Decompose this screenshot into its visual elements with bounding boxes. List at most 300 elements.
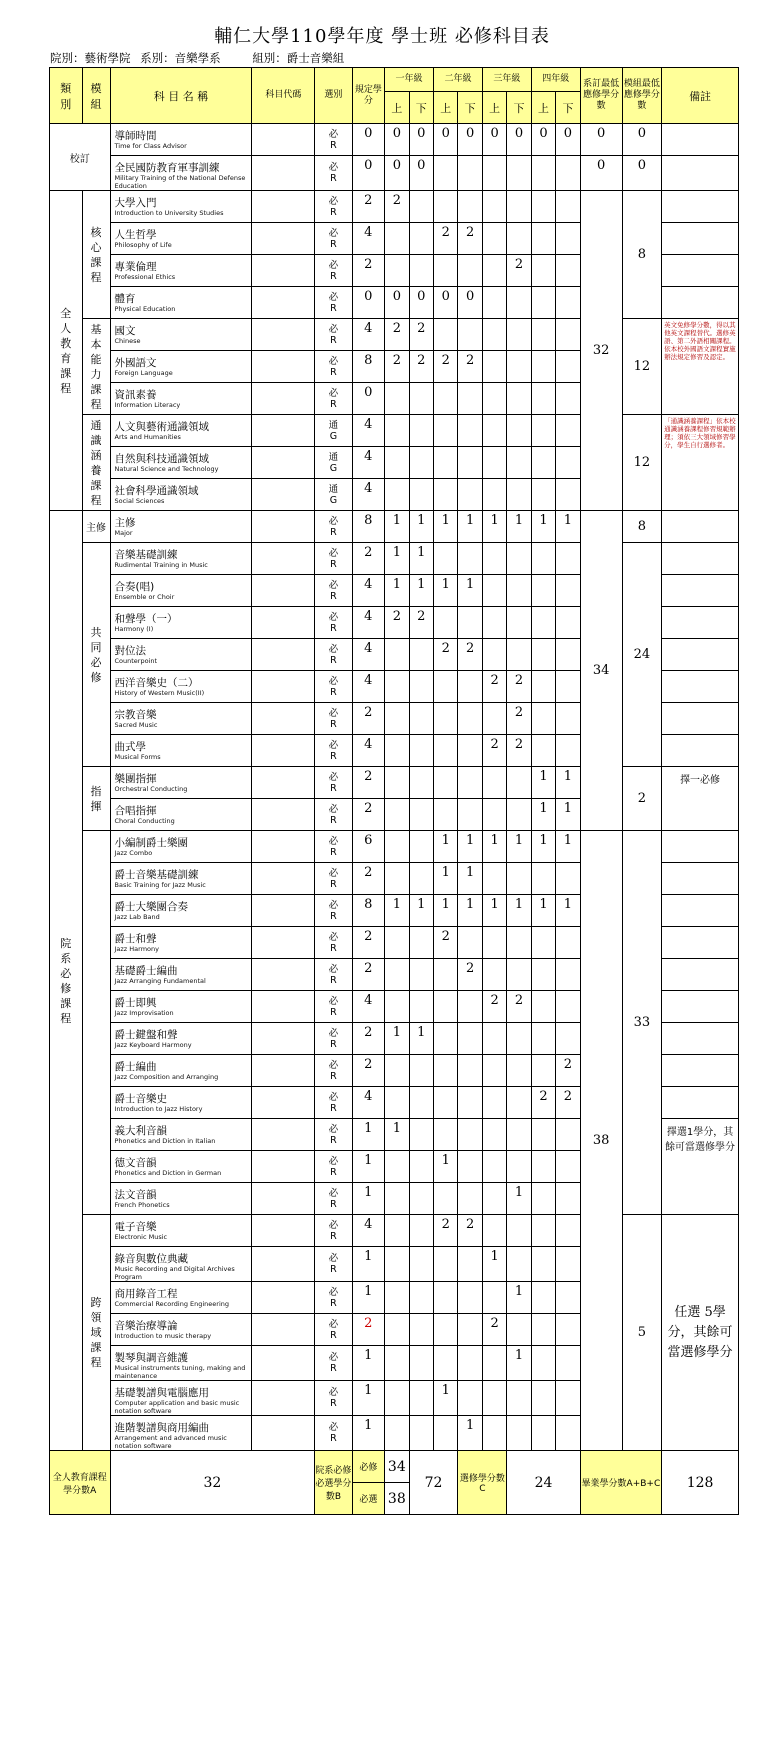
header-sem-1: 上 [482,92,506,124]
group-school: 校訂 [50,124,111,191]
semester-cell [458,1282,482,1314]
semester-cell: 1 [531,767,555,799]
credits-cell: 2 [352,863,385,895]
course-name-zh: 爵士大樂團合奏 [114,901,188,913]
semester-cell [531,639,555,671]
course-code-cell [252,863,315,895]
credits-cell: 1 [352,1247,385,1282]
semester-cell [531,1215,555,1247]
header-year-3: 三年級 [482,68,531,92]
course-name-zh: 德文音韻 [114,1157,157,1169]
course-name-zh: 製琴與調音維護 [114,1352,188,1364]
course-name-cell [110,383,252,415]
semester-cell [556,671,580,703]
semester-cell [531,1346,555,1381]
semester-cell [482,1183,506,1215]
semester-cell [556,1023,580,1055]
semester-cell [482,1055,506,1087]
course-name-zh: 合奏(唱) [114,581,155,593]
course-name-zh: 商用錄音工程 [114,1288,178,1300]
semester-cell [434,447,458,479]
semester-cell [507,575,531,607]
course-name-en: Jazz Arranging Fundamental [114,977,206,985]
remark-cell [662,543,739,575]
course-name-en: French Phonetics [114,1201,170,1209]
semester-cell [556,479,580,511]
semester-cell: 2 [482,671,506,703]
credits-cell: 1 [352,1183,385,1215]
course-name-cell [110,863,252,895]
module-min-value: 0 [622,124,662,156]
semester-cell [385,799,409,831]
semester-cell: 0 [409,287,433,319]
course-name-cell [110,156,252,191]
semester-cell [458,1119,482,1151]
semester-cell [482,1416,506,1451]
semester-cell: 0 [507,124,531,156]
credits-cell: 4 [352,447,385,479]
semester-cell: 2 [507,255,531,287]
select-cell: 必 R [315,1381,352,1416]
semester-cell: 1 [507,895,531,927]
semester-cell [507,863,531,895]
semester-cell: 1 [458,863,482,895]
course-name-en: Harmony (I) [114,625,154,633]
header-module-min: 模組最低應修學分數 [622,68,662,124]
remark-cell [662,124,739,156]
semester-cell [409,863,433,895]
credits-cell: 0 [352,383,385,415]
semester-cell [482,1087,506,1119]
remark-cell [662,1055,739,1087]
semester-cell: 1 [482,895,506,927]
course-name-en: Phonetics and Diction in Italian [114,1137,216,1145]
course-name-cell [110,1282,252,1314]
course-name-zh: 資訊素養 [114,389,157,401]
course-code-cell [252,895,315,927]
semester-cell [507,351,531,383]
course-name-cell [110,287,252,319]
remark-cell [662,1087,739,1119]
table-row [50,124,739,156]
course-name-zh: 爵士鍵盤和聲 [114,1029,178,1041]
header-sem-2: 下 [458,92,482,124]
semester-cell [531,1416,555,1451]
semester-cell [556,255,580,287]
semester-cell [385,1416,409,1451]
semester-cell [482,191,506,223]
course-name-cell [110,1087,252,1119]
semester-cell [507,383,531,415]
semester-cell: 2 [434,223,458,255]
select-cell: 必 R [315,156,352,191]
credits-cell: 0 [352,124,385,156]
semester-cell [409,1416,433,1451]
course-name-zh: 自然與科技通識領域 [114,453,209,465]
select-cell: 通 G [315,447,352,479]
semester-cell [531,575,555,607]
semester-cell [458,703,482,735]
semester-cell [409,415,433,447]
remark-conduct: 擇一必修 [662,767,739,831]
select-cell: 必 R [315,1183,352,1215]
semester-cell [385,927,409,959]
credits-cell: 8 [352,895,385,927]
semester-cell: 2 [507,671,531,703]
course-name-en: Jazz Composition and Arranging [114,1073,219,1081]
semester-cell [409,1346,433,1381]
semester-cell: 2 [385,191,409,223]
semester-cell [556,1247,580,1282]
semester-cell [556,223,580,255]
semester-cell [531,927,555,959]
course-name-en: Musical instruments tuning, making and maintenance [114,1364,246,1380]
credits-cell: 2 [352,1314,385,1346]
remark-cell [662,1023,739,1055]
semester-cell: 1 [409,1023,433,1055]
semester-cell [482,575,506,607]
select-cell: 必 R [315,1346,352,1381]
semester-cell: 2 [434,1215,458,1247]
course-code-cell [252,287,315,319]
credits-cell: 6 [352,831,385,863]
footer-required-label: 必修 [352,1451,385,1483]
semester-cell [482,223,506,255]
semester-cell [409,959,433,991]
course-name-zh: 爵士和聲 [114,933,157,945]
select-cell: 必 R [315,1119,352,1151]
semester-cell [507,319,531,351]
semester-cell [507,1215,531,1247]
semester-cell: 1 [434,575,458,607]
semester-cell: 1 [507,1183,531,1215]
semester-cell [556,543,580,575]
course-code-cell [252,767,315,799]
semester-cell: 1 [458,575,482,607]
dept-min-value: 32 [580,191,622,511]
course-name-zh: 對位法 [114,645,146,657]
header-course-name: 科 目 名 稱 [110,68,252,124]
semester-cell [482,1151,506,1183]
module-min-value: 5 [622,1215,662,1451]
select-cell: 必 R [315,1282,352,1314]
semester-cell [385,1282,409,1314]
semester-cell: 1 [556,767,580,799]
semester-cell [482,1282,506,1314]
course-name-en: Jazz Lab Band [114,913,160,921]
footer-elective-label: 選修學分數C [458,1451,507,1515]
curriculum-table [49,67,739,1515]
semester-cell: 1 [385,1023,409,1055]
semester-cell: 1 [434,1381,458,1416]
semester-cell [385,1087,409,1119]
course-name-cell [110,319,252,351]
semester-cell [385,959,409,991]
course-name-en: Phonetics and Diction in German [114,1169,222,1177]
course-name-en: Counterpoint [114,657,158,665]
semester-cell [409,991,433,1023]
remark-cell [662,703,739,735]
course-code-cell [252,124,315,156]
module-min-value: 8 [622,511,662,543]
course-code-cell [252,575,315,607]
semester-cell [434,671,458,703]
semester-cell [482,255,506,287]
semester-cell [531,191,555,223]
credits-cell: 0 [352,156,385,191]
course-code-cell [252,927,315,959]
select-cell: 必 R [315,1416,352,1451]
semester-cell [385,1346,409,1381]
group-dept-required: 院 系 必 修 課 程 [50,511,83,1451]
semester-cell [385,831,409,863]
semester-cell [458,383,482,415]
footer-general-label: 全人教育課程學分數A [50,1451,111,1515]
course-code-cell [252,255,315,287]
course-code-cell [252,703,315,735]
semester-cell: 1 [385,1119,409,1151]
semester-cell [434,191,458,223]
semester-cell [507,287,531,319]
semester-cell: 0 [385,287,409,319]
semester-cell [531,383,555,415]
credits-cell: 2 [352,767,385,799]
semester-cell: 2 [434,351,458,383]
semester-cell [385,223,409,255]
course-name-zh: 西洋音樂史（二） [114,677,199,689]
semester-cell [556,927,580,959]
semester-cell: 1 [434,511,458,543]
course-name-en: Arts and Humanities [114,433,181,441]
semester-cell [531,607,555,639]
course-name-cell [110,1151,252,1183]
course-code-cell [252,1381,315,1416]
header-sem-2: 下 [507,92,531,124]
module-min-value: 12 [622,415,662,511]
semester-cell: 1 [385,543,409,575]
semester-cell [507,1023,531,1055]
semester-cell [531,1151,555,1183]
course-name-cell [110,991,252,1023]
course-name-zh: 全民國防教育軍事訓練 [114,162,220,174]
course-code-cell [252,1416,315,1451]
semester-cell [409,479,433,511]
footer-grad-label: 畢業學分數A+B+C [580,1451,661,1515]
credits-cell: 2 [352,927,385,959]
footer-selected-label: 必選 [352,1483,385,1515]
credits-cell: 1 [352,1282,385,1314]
semester-cell [556,287,580,319]
semester-cell [482,415,506,447]
course-name-en: Musical Forms [114,753,161,761]
course-code-cell [252,1183,315,1215]
credits-cell: 2 [352,1023,385,1055]
module-min-value: 0 [622,156,662,191]
semester-cell [409,223,433,255]
semester-cell [385,767,409,799]
course-name-en: Jazz Combo [114,849,153,857]
info-bar [50,50,750,66]
course-code-cell [252,1314,315,1346]
semester-cell [409,447,433,479]
semester-cell [507,1119,531,1151]
semester-cell [507,479,531,511]
module-min-value: 33 [622,831,662,1215]
semester-cell [385,383,409,415]
select-cell: 必 R [315,319,352,351]
semester-cell [482,1119,506,1151]
semester-cell [556,383,580,415]
semester-cell [507,156,531,191]
semester-cell [507,191,531,223]
semester-cell [507,447,531,479]
course-name-cell [110,415,252,447]
header-category: 類 別 [50,68,83,124]
semester-cell [556,639,580,671]
group-core: 核 心 課 程 [82,191,110,319]
semester-cell [458,767,482,799]
semester-cell [409,927,433,959]
semester-cell [507,1151,531,1183]
semester-cell [507,607,531,639]
semester-cell [482,543,506,575]
course-name-cell [110,767,252,799]
semester-cell [458,735,482,767]
semester-cell [482,447,506,479]
course-name-zh: 小編制爵士樂團 [114,837,188,849]
course-name-cell [110,607,252,639]
semester-cell: 2 [556,1087,580,1119]
group-conduct: 指 揮 [82,767,110,831]
semester-cell [556,1119,580,1151]
course-name-en: Choral Conducting [114,817,175,825]
semester-cell [556,575,580,607]
semester-cell [409,1314,433,1346]
select-cell: 必 R [315,959,352,991]
semester-cell [556,607,580,639]
semester-cell [531,1314,555,1346]
group-jazz [82,831,110,1215]
semester-cell: 0 [434,287,458,319]
page-title: 輔仁大學110學年度 學士班 必修科目表 [214,26,550,47]
course-code-cell [252,799,315,831]
course-name-zh: 體育 [114,293,136,305]
semester-cell [409,1151,433,1183]
group-liberal: 通 識 涵 養 課 程 [82,415,110,511]
semester-cell: 1 [507,511,531,543]
credits-cell: 2 [352,255,385,287]
remark-cell [662,927,739,959]
semester-cell [385,639,409,671]
course-code-cell [252,511,315,543]
semester-cell [385,1314,409,1346]
course-code-cell [252,479,315,511]
remark-cell [662,511,739,543]
header-row [50,68,739,92]
semester-cell [482,767,506,799]
semester-cell: 1 [556,831,580,863]
semester-cell [531,447,555,479]
course-name-cell [110,703,252,735]
course-code-cell [252,1282,315,1314]
semester-cell [531,223,555,255]
semester-cell [531,479,555,511]
group-basic: 基 本 能 力 課 程 [82,319,110,415]
semester-cell [507,927,531,959]
semester-cell [434,156,458,191]
remark-cell [662,191,739,223]
semester-cell: 2 [482,735,506,767]
course-code-cell [252,447,315,479]
course-name-en: Professional Ethics [114,273,176,281]
semester-cell [385,863,409,895]
credits-cell: 1 [352,1381,385,1416]
header-year-2: 二年級 [434,68,483,92]
semester-cell: 2 [385,319,409,351]
course-name-zh: 導師時間 [114,130,157,142]
semester-cell [434,991,458,1023]
course-name-cell [110,447,252,479]
semester-cell [434,319,458,351]
remark-cell [662,831,739,863]
semester-cell: 2 [458,1215,482,1247]
credits-cell: 4 [352,1087,385,1119]
semester-cell [409,703,433,735]
semester-cell [458,1151,482,1183]
header-sem-1: 上 [434,92,458,124]
course-name-en: Natural Science and Technology [114,465,219,473]
semester-cell [531,1381,555,1416]
select-cell: 必 R [315,767,352,799]
credits-cell: 2 [352,543,385,575]
semester-cell [409,1215,433,1247]
course-code-cell [252,191,315,223]
course-name-cell [110,1346,252,1381]
footer-general-value: 32 [110,1451,315,1515]
semester-cell [556,351,580,383]
semester-cell [434,1023,458,1055]
course-name-cell [110,543,252,575]
course-name-en: Time for Class Advisor [114,142,187,150]
semester-cell: 2 [434,639,458,671]
course-name-cell [110,1023,252,1055]
semester-cell [482,1023,506,1055]
semester-cell: 1 [409,895,433,927]
semester-cell [556,319,580,351]
semester-cell: 0 [458,124,482,156]
group-major: 主修 [82,511,110,543]
semester-cell [482,607,506,639]
semester-cell [409,1247,433,1282]
semester-cell [507,543,531,575]
credits-cell: 4 [352,991,385,1023]
dept-label: 系別：音樂學系 [140,51,221,65]
semester-cell: 1 [434,1151,458,1183]
course-name-zh: 進階製譜與商用編曲 [114,1422,209,1434]
semester-cell [434,799,458,831]
select-cell: 必 R [315,287,352,319]
semester-cell [458,1087,482,1119]
credits-cell: 1 [352,1119,385,1151]
dept-min-value: 38 [580,831,622,1451]
remark-cell [662,639,739,671]
semester-cell [434,1183,458,1215]
semester-cell [507,959,531,991]
course-name-cell [110,124,252,156]
course-name-en: Orchestral Conducting [114,785,188,793]
course-name-zh: 音樂治療導論 [114,1320,178,1332]
semester-cell: 1 [434,831,458,863]
